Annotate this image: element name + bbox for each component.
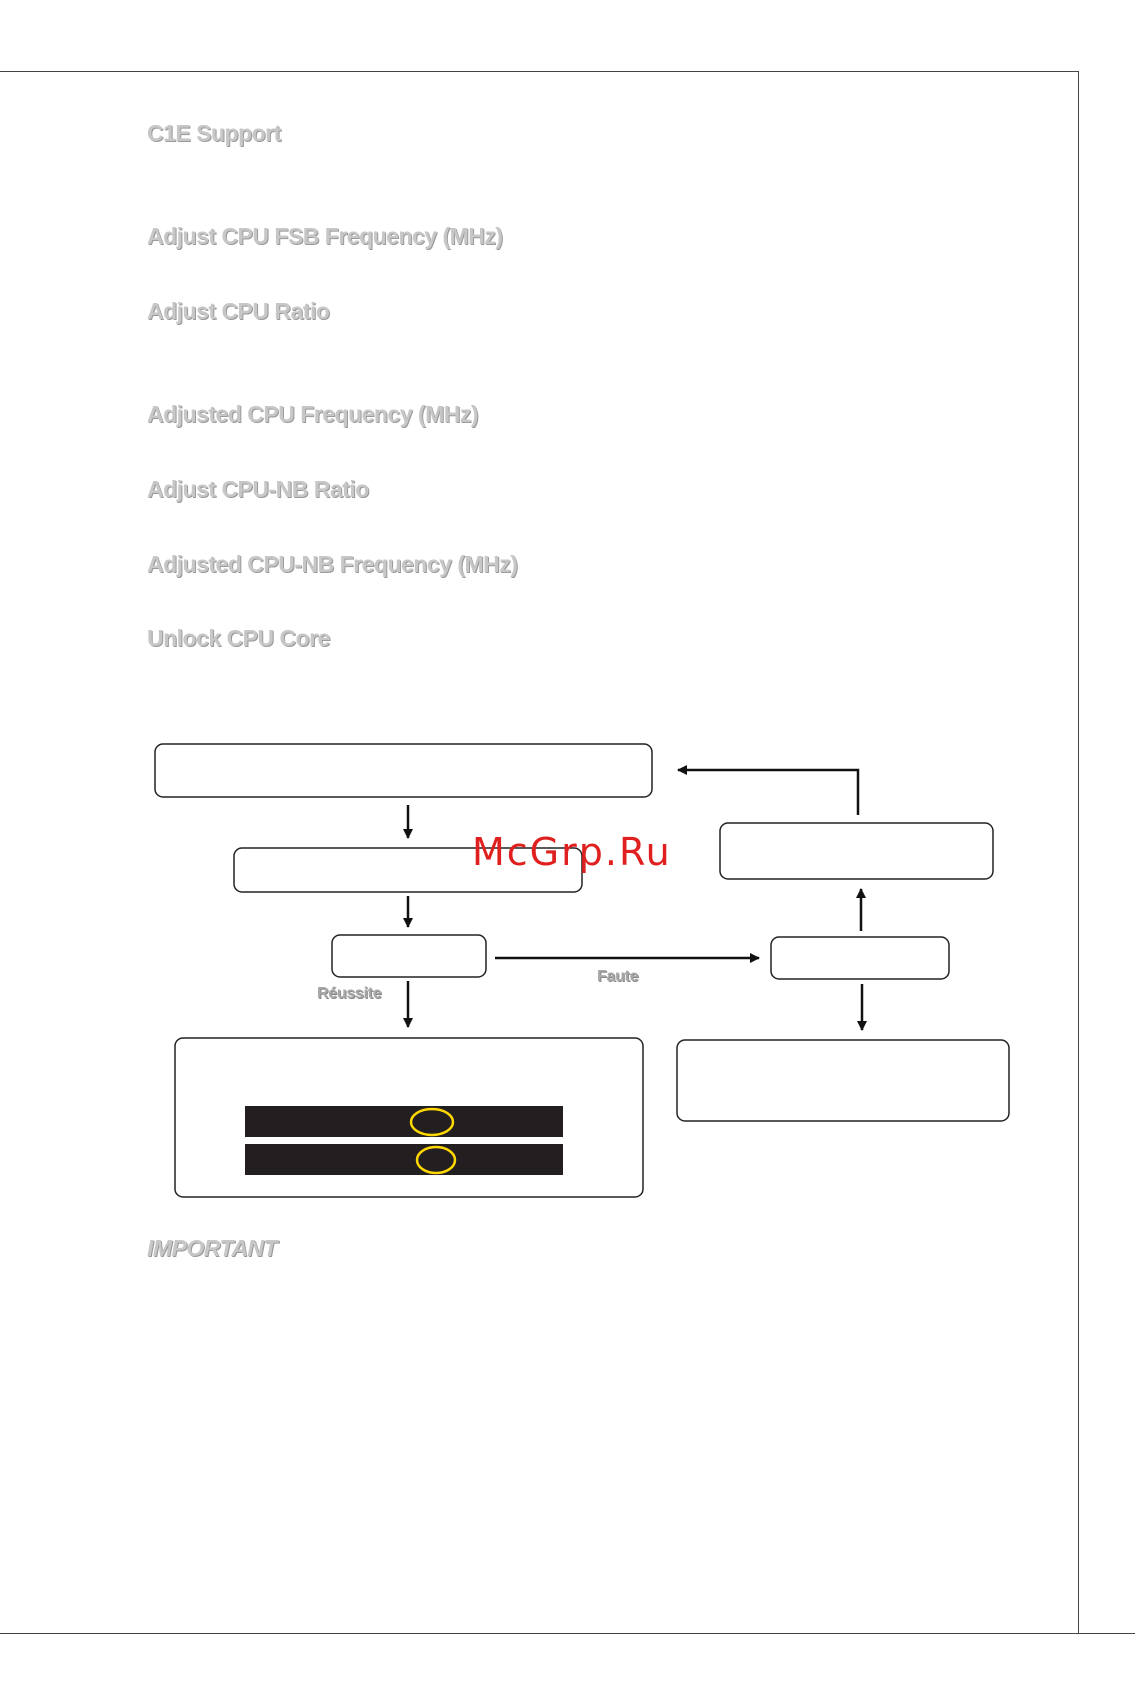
heading-adjust-cpu-fsb-frequency: Adjust CPU FSB Frequency (MHz) xyxy=(147,223,503,249)
heading-adjust-cpu-nb-ratio: Adjust CPU-NB Ratio xyxy=(147,476,369,502)
flow-label-success: Réussite xyxy=(317,985,382,1002)
flow-label-failure: Faute xyxy=(597,968,639,985)
heading-important: IMPORTANT xyxy=(147,1235,278,1261)
bios-screen-strip-2 xyxy=(245,1144,563,1175)
arrow-retry-to-start xyxy=(678,770,858,815)
flow-box-decision xyxy=(332,935,486,977)
flow-box-retry xyxy=(720,823,993,879)
watermark-text: McGrp.Ru xyxy=(472,830,672,874)
heading-adjusted-cpu-frequency: Adjusted CPU Frequency (MHz) xyxy=(147,401,479,427)
heading-unlock-cpu-core: Unlock CPU Core xyxy=(147,625,330,651)
flow-box-start xyxy=(155,744,652,797)
heading-c1e-support: C1E Support xyxy=(147,120,281,146)
flow-box-failure-result xyxy=(677,1040,1009,1121)
flow-box-failure xyxy=(771,937,949,979)
heading-adjust-cpu-ratio: Adjust CPU Ratio xyxy=(147,298,330,324)
bios-screen-strip-1 xyxy=(245,1106,563,1137)
heading-adjusted-cpu-nb-frequency: Adjusted CPU-NB Frequency (MHz) xyxy=(147,551,518,577)
